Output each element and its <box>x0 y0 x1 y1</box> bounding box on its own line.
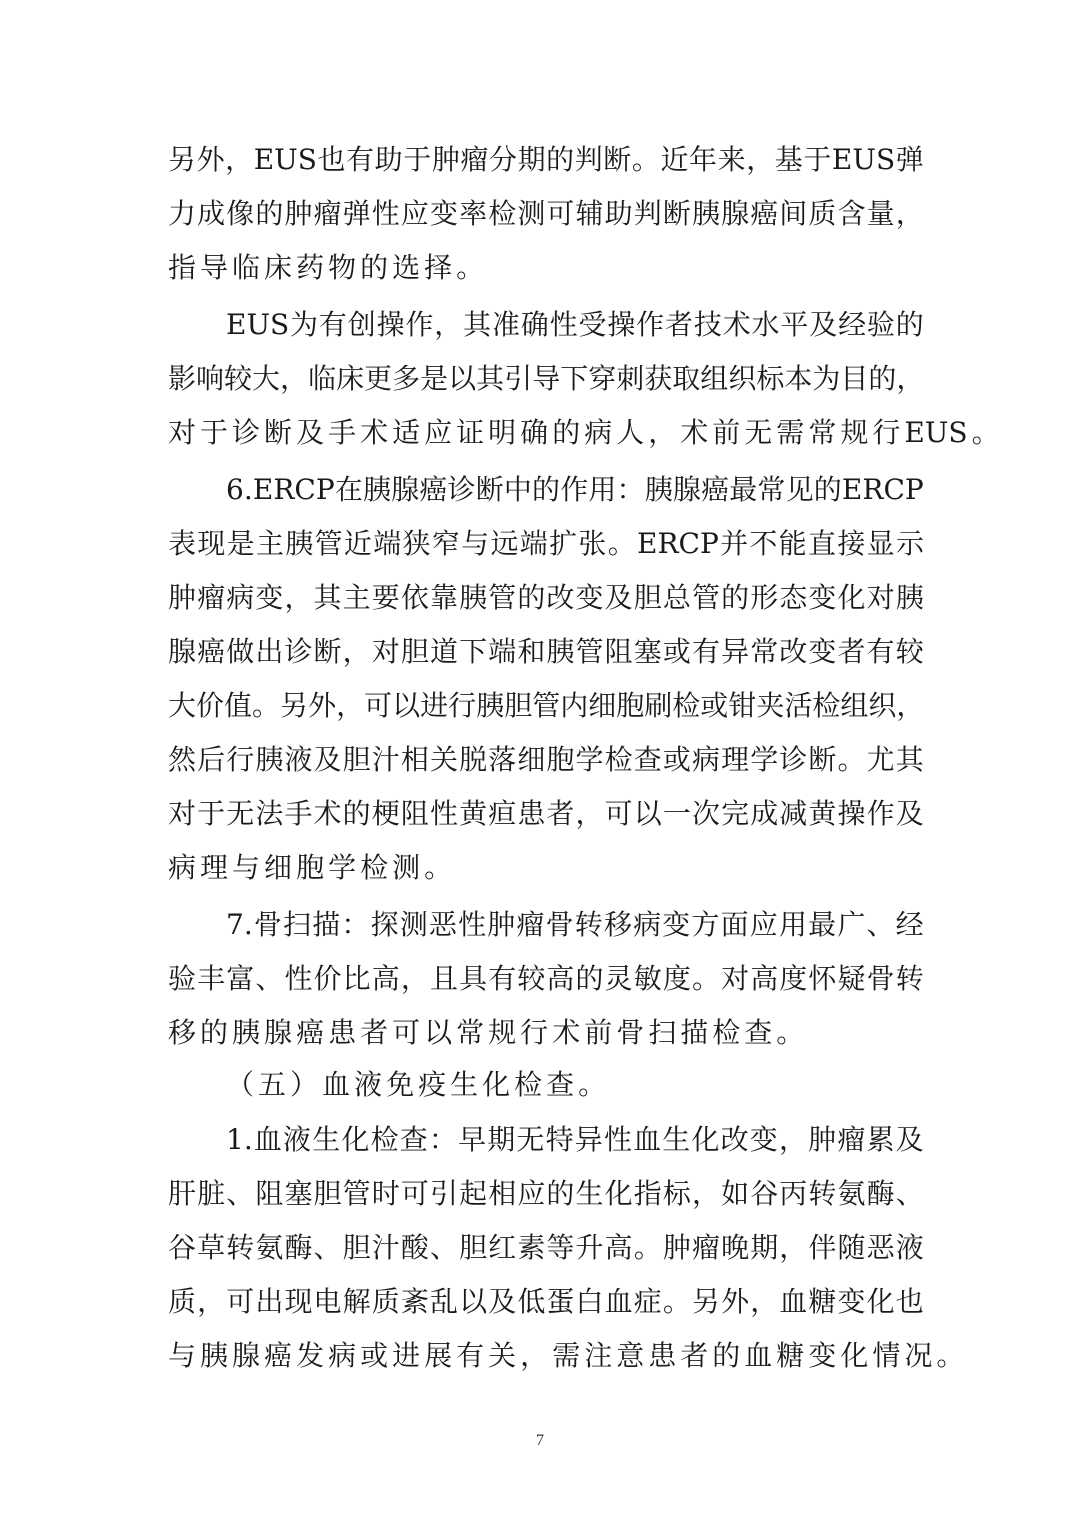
section-heading: （ 五 ） 血 液 免 疫 生 化 检 查 。 <box>226 1068 607 1101</box>
paragraph-line: 另 外 ， EUS 也 有 助 于 肿 瘤 分 期 的 判 断 。 近 年 来 ， 基 于 EUS 弹 <box>168 143 924 176</box>
paragraph-line: 影 响 较 大 ， 临 床 更 多 是 以 其 引 导 下 穿 刺 获 取 组 织 标 本 为 目 的 ， <box>168 362 925 395</box>
paragraph-line: 大 价 值 。 另 外 ， 可 以 进 行 胰 胆 管 内 细 胞 刷 检 或 钳 夹 活 检 组 织 ， <box>168 689 925 722</box>
paragraph-line: 移 的 胰 腺 癌 患 者 可 以 常 规 行 术 前 骨 扫 描 检 查 。 <box>168 1016 805 1049</box>
paragraph-line: 1. 血 液 生 化 检 查 ： 早 期 无 特 异 性 血 生 化 改 变 ， 肿 瘤 累 及 <box>226 1123 924 1156</box>
paragraph-line: 对 于 无 法 手 术 的 梗 阻 性 黄 疸 患 者 ， 可 以 一 次 完 成 减 黄 操 作 及 <box>168 797 924 830</box>
paragraph-line: 肝 脏 、 阻 塞 胆 管 时 可 引 起 相 应 的 生 化 指 标 ， 如 谷 丙 转 氨 酶 、 <box>168 1177 924 1210</box>
paragraph-line: 表 现 是 主 胰 管 近 端 狭 窄 与 远 端 扩 张 。 ERCP 并 不 能 直 接 显 示 <box>168 527 924 560</box>
paragraph-line: 与 胰 腺 癌 发 病 或 进 展 有 关 ， 需 注 意 患 者 的 血 糖 变 化 情 况 。 <box>168 1339 965 1372</box>
page-number: 7 <box>536 1432 544 1449</box>
paragraph-line: 肿 瘤 病 变 ， 其 主 要 依 靠 胰 管 的 改 变 及 胆 总 管 的 形 态 变 化 对 胰 <box>168 581 924 614</box>
paragraph-line: 质 ， 可 出 现 电 解 质 紊 乱 以 及 低 蛋 白 血 症 。 另 外 ， 血 糖 变 化 也 <box>168 1285 924 1318</box>
paragraph-line: EUS 为 有 创 操 作 ， 其 准 确 性 受 操 作 者 技 术 水 平 及 经 验 的 <box>226 308 924 341</box>
paragraph-line: 腺 癌 做 出 诊 断 ， 对 胆 道 下 端 和 胰 管 阻 塞 或 有 异 常 改 变 者 有 较 <box>168 635 924 668</box>
paragraph-line: 谷 草 转 氨 酶 、 胆 汁 酸 、 胆 红 素 等 升 高 。 肿 瘤 晚 期 ， 伴 随 恶 液 <box>168 1231 924 1264</box>
paragraph-line: 然 后 行 胰 液 及 胆 汁 相 关 脱 落 细 胞 学 检 查 或 病 理 学 诊 断 。 尤 其 <box>168 743 924 776</box>
paragraph-line: 力 成 像 的 肿 瘤 弹 性 应 变 率 检 测 可 辅 助 判 断 胰 腺 癌 间 质 含 量 ， <box>168 197 924 230</box>
paragraph-line: 病 理 与 细 胞 学 检 测 。 <box>168 851 453 884</box>
paragraph-line: 对 于 诊 断 及 手 术 适 应 证 明 确 的 病 人 ， 术 前 无 需 常 规 行 EUS 。 <box>168 416 1000 449</box>
paragraph-line: 7. 骨 扫 描 ： 探 测 恶 性 肿 瘤 骨 转 移 病 变 方 面 应 用 最 广 、 经 <box>226 908 924 941</box>
paragraph-line: 6. ERCP 在 胰 腺 癌 诊 断 中 的 作 用 ： 胰 腺 癌 最 常 见 的 ERCP <box>226 473 924 506</box>
paragraph-line: 指 导 临 床 药 物 的 选 择 。 <box>168 251 485 284</box>
paragraph-line: 验 丰 富 、 性 价 比 高 ， 且 具 有 较 高 的 灵 敏 度 。 对 高 度 怀 疑 骨 转 <box>168 962 924 995</box>
